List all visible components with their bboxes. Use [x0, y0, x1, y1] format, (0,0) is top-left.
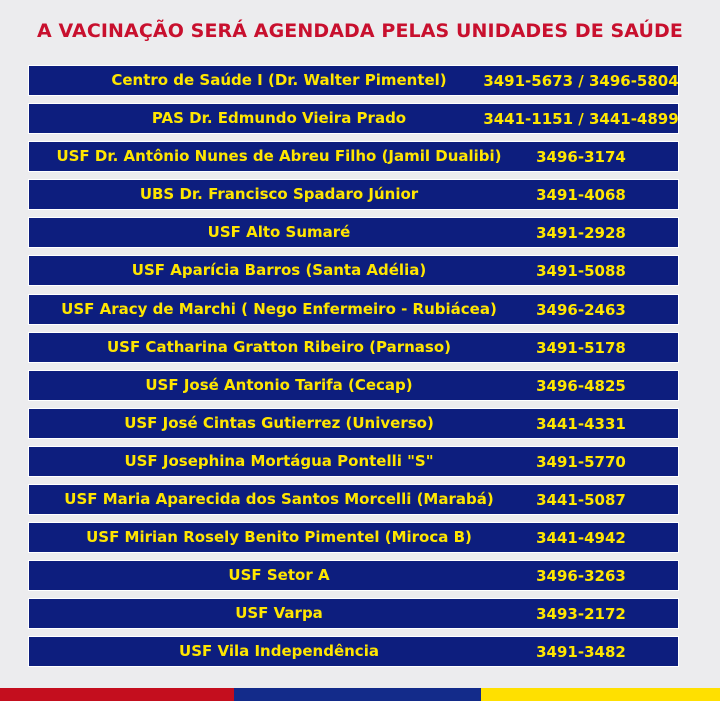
list-item — [28, 179, 679, 210]
unit-name: PAS Dr. Edmundo Vieira Prado — [151, 109, 407, 128]
list-item — [28, 446, 679, 477]
list-item — [28, 408, 679, 439]
unit-name: USF Aracy de Marchi ( Nego Enfermeiro - Rubiácea) — [61, 299, 497, 318]
list-item — [28, 370, 679, 401]
unit-phone: 3491-2928 — [536, 224, 626, 243]
unit-name: USF José Antonio Tarifa (Cecap) — [145, 375, 413, 394]
unit-name: USF Maria Aparecida dos Santos Morcelli (Marabá) — [64, 490, 494, 509]
unit-phone: 3496-3174 — [536, 148, 626, 167]
unit-phone: 3491-3482 — [536, 643, 626, 662]
unit-phone: 3491-5673 / 3496-5804 — [483, 72, 679, 90]
unit-name: USF Vila Independência — [179, 642, 379, 661]
unit-name: USF Mirian Rosely Benito Pimentel (Miroca B) — [86, 528, 472, 547]
list-item — [28, 217, 679, 248]
unit-name: USF Josephina Mortágua Pontelli "S" — [124, 451, 434, 470]
unit-phone: 3441-4331 — [536, 414, 626, 433]
unit-phone: 3496-2463 — [536, 300, 626, 319]
list-item — [28, 598, 679, 629]
page-title: A VACINAÇÃO SERÁ AGENDADA PELAS UNIDADES DE SAÚDE — [36, 20, 684, 42]
unit-phone: 3441-1151 / 3441-4899 — [483, 110, 679, 129]
unit-name: USF José Cintas Gutierrez (Universo) — [124, 413, 434, 432]
unit-phone: 3441-4942 — [536, 529, 626, 548]
unit-name: UBS Dr. Francisco Spadaro Júnior — [139, 185, 419, 204]
footer-stripe-blue — [234, 688, 481, 701]
list-item — [28, 560, 679, 591]
unit-phone: 3496-3263 — [536, 567, 626, 586]
footer-stripe-red — [0, 688, 234, 701]
unit-name: USF Aparícia Barros (Santa Adélia) — [131, 261, 427, 280]
footer-stripe-yellow — [481, 688, 720, 701]
unit-name: Centro de Saúde I (Dr. Walter Pimentel) — [111, 71, 447, 89]
unit-phone: 3491-5088 — [536, 262, 626, 281]
unit-phone: 3491-4068 — [536, 186, 626, 205]
unit-name: USF Varpa — [235, 604, 323, 623]
list-item — [28, 522, 679, 553]
list-item — [28, 484, 679, 515]
list-item — [28, 255, 679, 286]
list-item — [28, 636, 679, 667]
unit-name: USF Setor A — [228, 566, 330, 585]
unit-phone: 3491-5770 — [536, 452, 626, 471]
health-units-list — [28, 65, 679, 675]
unit-name: USF Catharina Gratton Ribeiro (Parnaso) — [106, 337, 452, 356]
list-item — [28, 65, 679, 96]
unit-name: USF Dr. Antônio Nunes de Abreu Filho (Jamil Dualibi) — [56, 147, 502, 166]
unit-phone: 3491-5178 — [536, 338, 626, 357]
unit-phone: 3496-4825 — [536, 376, 626, 395]
unit-phone: 3493-2172 — [536, 605, 626, 624]
list-item — [28, 141, 679, 172]
list-item — [28, 103, 679, 134]
list-item — [28, 332, 679, 363]
unit-phone: 3441-5087 — [536, 491, 626, 510]
unit-name: USF Alto Sumaré — [207, 223, 351, 242]
list-item — [28, 294, 679, 325]
